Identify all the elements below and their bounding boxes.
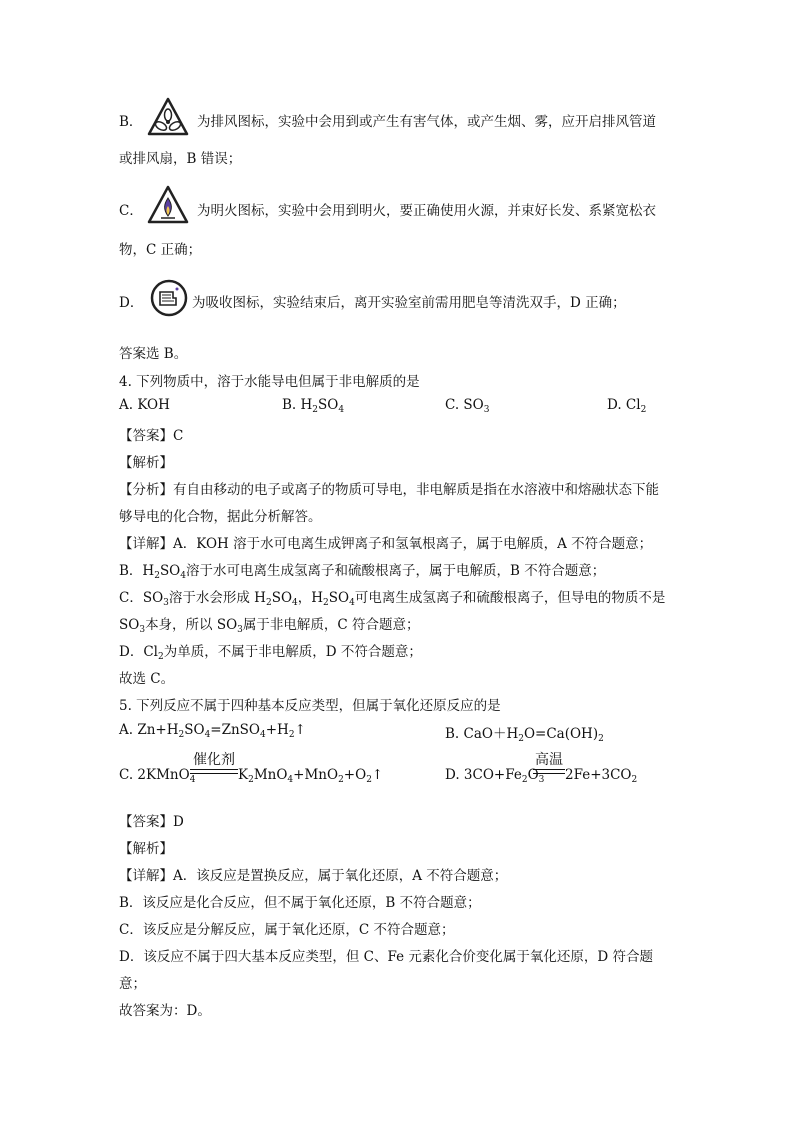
q5-detail-d-line1: D．该反应不属于四大基本反应类型，但 C、Fe 元素化合价变化属于氧化还原，D 符合题 [119, 949, 653, 965]
q5-option-c-condition: 催化剂 [193, 752, 235, 768]
q5-option-c-double-bar [190, 769, 238, 774]
c-text-line1: 为明火图标，实验中会用到明火，要正确使用火源，并束好长发、系紧宽松衣 [197, 203, 656, 219]
q4-detail-c-line2: $SO_3$本身，所以 $SO_3$属于非电解质，C 符合题意； [119, 617, 420, 635]
q5-option-d-reactant: D. $3CO+Fe_2O_3$ [445, 767, 545, 785]
q4-option-a: A. KOH [119, 397, 170, 413]
q4-option-c: C. $SO_3$ [445, 397, 490, 415]
q5-option-d-double-bar [533, 769, 565, 774]
q5-option-d-product: $2Fe+3CO_2$ [565, 767, 638, 785]
q5-option-a: A. $Zn+H_2SO_4=ZnSO_4+H_2↑$ [119, 722, 306, 740]
q4-fenxi-line2: 够导电的化合物，据此分析解答。 [119, 509, 322, 525]
q5-detail-c: C．该反应是分解反应，属于氧化还原，C 不符合题意； [119, 922, 455, 938]
exhaust-fan-icon [146, 96, 190, 138]
q4-option-b: B. $H_2SO_4$ [282, 397, 345, 415]
q5-detail-a: 【详解】A．该反应是置换反应，属于氧化还原，A 不符合题意； [119, 868, 508, 884]
hand-wash-icon [149, 278, 189, 318]
q4-conclusion: 故选 C。 [119, 671, 175, 687]
q5-analysis-head: 【解析】 [119, 841, 173, 857]
q4-option-d: D. $Cl_2$ [607, 397, 647, 415]
q4-stem: 4. 下列物质中，溶于水能导电但属于非电解质的是 [119, 374, 420, 390]
option-letter-d: D． [119, 295, 144, 311]
q3-conclusion: 答案选 B。 [119, 346, 188, 362]
b-text-line1: 为排风图标，实验中会用到或产生有害气体，或产生烟、雾，应开启排风管道 [197, 114, 656, 130]
b-text-line2: 或排风扇，B 错误； [119, 151, 242, 167]
c-text-line2: 物，C 正确； [119, 242, 202, 258]
q5-answer: 【答案】D [119, 814, 184, 830]
option-letter-b: B． [119, 114, 143, 130]
q5-option-b: B. $CaO+H_2O=Ca(OH)_2$ [445, 726, 604, 744]
q5-option-d-condition: 高温 [535, 752, 563, 768]
open-flame-icon [146, 184, 190, 226]
q5-stem: 5. 下列反应不属于四种基本反应类型，但属于氧化还原反应的是 [119, 698, 501, 714]
d-text-line1: 为吸收图标，实验结束后，离开实验室前需用肥皂等清洗双手，D 正确； [192, 295, 626, 311]
q4-detail-d: D．$Cl_2$为单质，不属于非电解质，D 不符合题意； [119, 644, 422, 662]
q4-detail-b: B．$H_2SO_4$溶于水可电离生成氢离子和硫酸根离子，属于电解质，B 不符合题意； [119, 563, 606, 581]
q5-option-c-product: $K_2MnO_4+MnO_2+O_2↑$ [238, 767, 384, 785]
q4-analysis-head: 【解析】 [119, 455, 173, 471]
q5-conclusion: 故答案为：D。 [119, 1003, 211, 1019]
q4-answer: 【答案】C [119, 428, 184, 444]
option-letter-c: C． [119, 203, 143, 219]
q4-detail-c-line1: C．$SO_3$溶于水会形成 $H_2SO_4$，$H_2SO_4$可电离生成氢离子和硫酸根离子，但导电的物质不是 [119, 590, 666, 608]
q4-fenxi-line1: 【分析】有自由移动的电子或离子的物质可导电，非电解质是指在水溶液中和熔融状态下能 [119, 482, 659, 498]
q5-option-c-reactant: C. 2KMnO$_4$ [119, 767, 196, 785]
q5-detail-b: B．该反应是化合反应，但不属于氧化还原，B 不符合题意； [119, 895, 481, 911]
q4-detail-a: 【详解】A．KOH 溶于水可电离生成钾离子和氢氧根离子，属于电解质，A 不符合题意； [119, 536, 653, 552]
q5-detail-d-line2: 意； [119, 976, 146, 992]
